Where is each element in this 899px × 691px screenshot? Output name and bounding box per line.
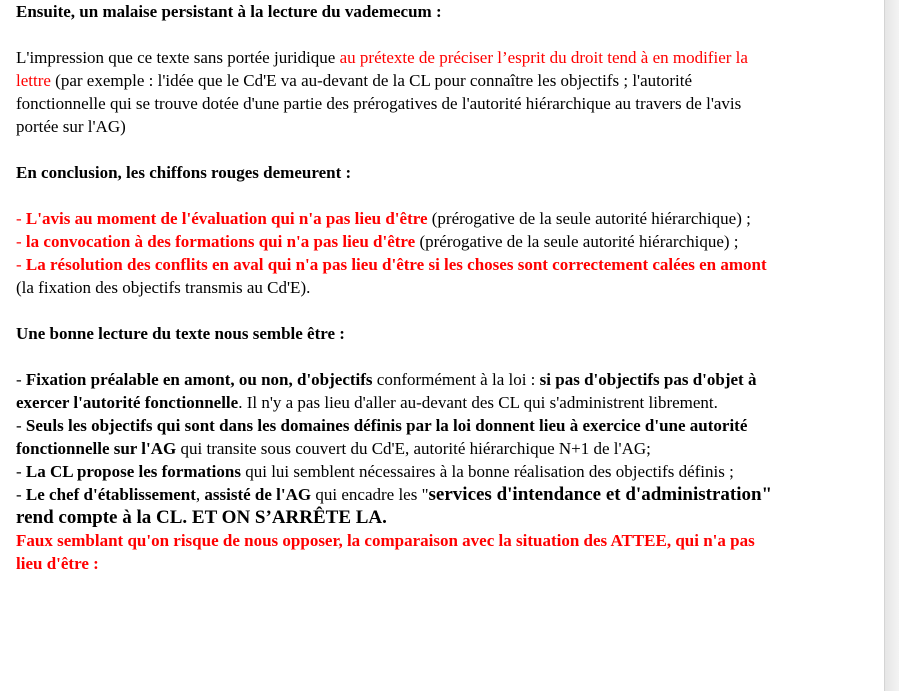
heading-malaise: Ensuite, un malaise persistant à la lecture du vademecum : — [16, 2, 442, 21]
list-item-dash: - — [16, 209, 26, 228]
list-item-dash: - — [16, 462, 26, 481]
list-item-text: qui encadre les " — [311, 485, 429, 504]
paragraph-impression-text-2: (par exemple : l'idée que le Cd'E va au-devant de la CL pour connaître les objectifs ; l'autorité fonctionnelle qui se trouve dotée d'une partie des prérogatives de l'autorité hiérarchique au travers de l'avis portée sur l'AG) — [16, 71, 742, 136]
list-item-text: qui transite sous couvert du Cd'E, autorité hiérarchique N+1 de l'AG; — [176, 439, 651, 458]
list-item-dash: - — [16, 370, 26, 389]
list-item-formations — [16, 460, 776, 483]
list-item-bold-large: services d'intendance et d'administration" rend compte à la CL. ET ON S’ARRÊTE LA. — [16, 484, 773, 528]
list-item-dash: - — [16, 255, 26, 274]
list-item-convocation — [16, 230, 776, 253]
paragraph-impression-text-1: L'impression que ce texte sans portée juridique — [16, 48, 340, 67]
list-item-bold: Seuls les objectifs qui sont dans les domaines définis par la loi donnent lieu à exercice d'une autorité fonctionnelle sur l'AG — [16, 416, 748, 458]
list-item-fixation — [16, 368, 776, 414]
heading-conclusion: En conclusion, les chiffons rouges demeurent : — [16, 163, 352, 182]
list-item-seuls-objectifs — [16, 414, 776, 460]
list-item-avis — [16, 207, 776, 230]
list-item-rest: (prérogative de la seule autorité hiérarchique) ; — [415, 232, 739, 251]
list-item-bold: La résolution des conflits en aval qui n'a pas lieu d'être si les choses sont correctement calées en amont — [25, 255, 767, 274]
paragraph-impression — [16, 46, 776, 138]
list-item-text: conformément à la loi : — [372, 370, 540, 389]
list-item-rest: (la fixation des objectifs transmis au Cd'E). — [16, 278, 311, 297]
list-item-text: qui lui semblent nécessaires à la bonne réalisation des objectifs définis ; — [240, 462, 734, 481]
list-item-rest: (prérogative de la seule autorité hiérarchique) ; — [427, 209, 751, 228]
scrollbar-track[interactable] — [884, 0, 899, 691]
list-item-dash: - — [16, 485, 26, 504]
list-item-bold: la convocation à des formations qui n'a pas lieu d'être — [25, 232, 416, 251]
list-item-chef-etablissement — [16, 483, 776, 529]
list-item-bold: Le chef d'établissement — [25, 485, 196, 504]
paragraph-impression-red-text: au prétexte de préciser l’esprit du droit tend à en modifier la lettre — [16, 48, 748, 90]
list-item-text: , — [195, 485, 205, 504]
list-item-dash: - — [16, 416, 26, 435]
list-item-text: . Il n'y a pas lieu d'aller au-devant des CL qui s'administrent librement. — [238, 393, 718, 412]
list-item-bold: L'avis au moment de l'évaluation qui n'a pas lieu d'être — [25, 209, 428, 228]
document-content — [16, 0, 776, 575]
list-item-bold: La CL propose les formations — [25, 462, 241, 481]
list-item-resolution — [16, 253, 776, 299]
heading-bonne-lecture: Une bonne lecture du texte nous semble être : — [16, 324, 345, 343]
list-item-bold: Fixation préalable en amont, ou non, d'objectifs — [25, 370, 373, 389]
paragraph-faux-semblant: Faux semblant qu'on risque de nous opposer, la comparaison avec la situation des ATTEE, qui n'a pas lieu d'être : — [16, 531, 755, 573]
list-item-bold: si pas d'objectifs pas d'objet à exercer l'autorité fonctionnelle — [16, 370, 757, 412]
list-item-dash: - — [16, 232, 26, 251]
list-item-bold: assisté de l'AG — [204, 485, 312, 504]
